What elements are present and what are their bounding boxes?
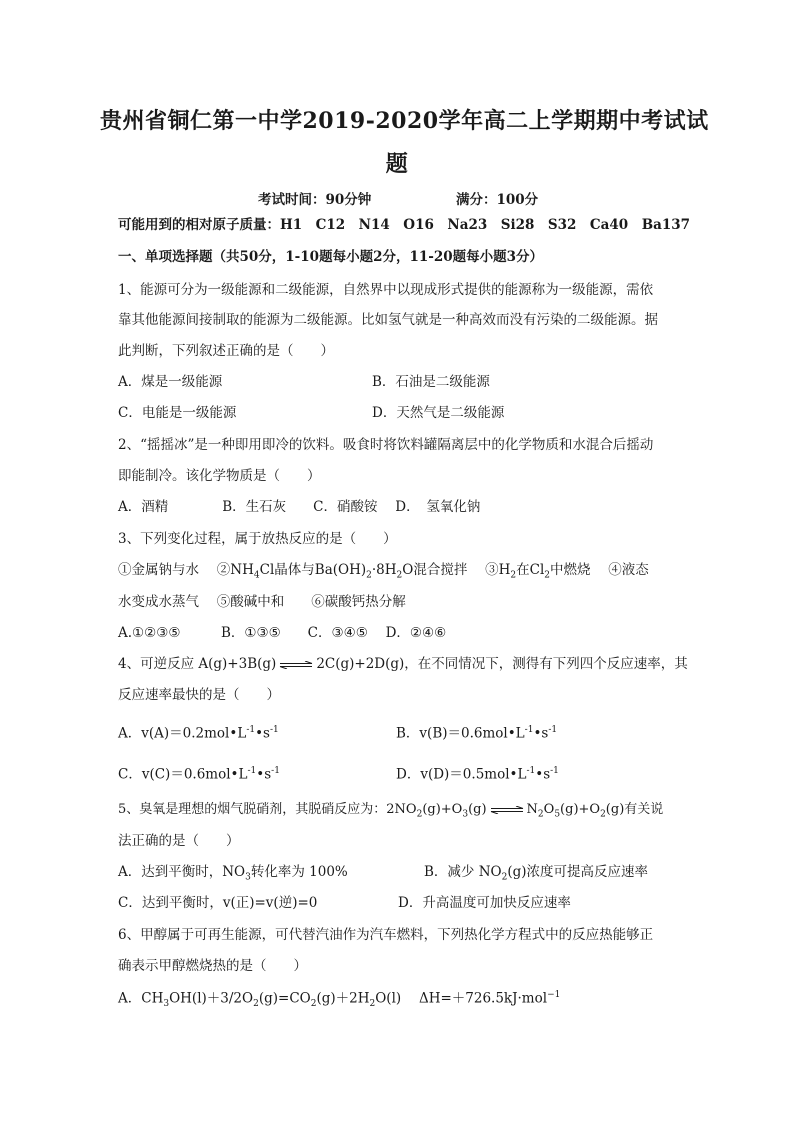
q2-stem-line2: 即能制冷。该化学物质是（ ） bbox=[118, 468, 321, 484]
q3-items-line1: ①金属钠与水 $②NH_4Cl$晶体与$Ba(OH)_2\cdot 8H_2O$混合搅拌 $③H_2$在$Cl_2$中燃烧 ④液态 bbox=[118, 562, 649, 581]
q3-options: A.①②③⑤ B．①③⑤ C．③④⑤ D．②④⑥ bbox=[118, 625, 447, 641]
q5-stem-line1: 5、臭氧是理想的烟气脱硝剂，其脱硝反应为：$2NO_2(g)+O_3(g)$ $N_2O_5(g)+O_2(g)$有关说 bbox=[118, 802, 664, 820]
q1-option-b: B．石油是二级能源 bbox=[372, 374, 490, 390]
equilibrium-arrow-icon bbox=[279, 661, 313, 669]
q6-stem-line1: 6、甲醇属于可再生能源，可代替汽油作为汽车燃料，下列热化学方程式中的反应热能够正 bbox=[118, 927, 654, 943]
full-score: 满分：100分 bbox=[456, 192, 539, 208]
q1-option-c: C．电能是一级能源 bbox=[118, 405, 237, 421]
atomic-masses: 可能用到的相对原子质量：H1 C12 N14 O16 Na23 Si28 S32 Ca40 Ba137 bbox=[118, 217, 691, 233]
q4-option-b: B．$v(B)=0.6mol•L^{-1}•s^{-1}$ bbox=[396, 725, 558, 742]
exam-time: 考试时间：90分钟 bbox=[258, 192, 372, 208]
q2-options: A．酒精 B．生石灰 C．硝酸铵 D． 氢氧化钠 bbox=[118, 499, 481, 515]
q3-stem: 3、下列变化过程，属于放热反应的是（ ） bbox=[118, 531, 397, 547]
section-heading: 一、单项选择题（共50分，1-10题每小题2分，11-20题每小题3分） bbox=[118, 249, 544, 265]
q1-option-d: D．天然气是二级能源 bbox=[372, 405, 505, 421]
q4-option-a: A．$v(A)=0.2mol•L^{-1}•s^{-1}$ bbox=[118, 725, 279, 742]
q1-stem-line1: 1、能源可分为一级能源和二级能源，自然界中以现成形式提供的能源称为一级能源，需依 bbox=[118, 282, 654, 298]
q5-option-c: C．达到平衡时，v(正)=v(逆)=0 bbox=[118, 895, 318, 911]
q4-option-d: D．$v(D)=0.5mol•L^{-1}•s^{-1}$ bbox=[396, 766, 559, 783]
q4-stem-line1: 4、可逆反应 A(g)+3B(g) 2C(g)+2D(g)，在不同情况下，测得有下列四个反应速率，其 bbox=[118, 656, 688, 672]
q3-items-line2: 水变成水蒸气 ⑤酸碱中和 ⑥碳酸钙热分解 bbox=[118, 594, 406, 610]
q6-stem-line2: 确表示甲醇燃烧热的是（ ） bbox=[118, 958, 307, 974]
q5-option-b: B．减少 $NO_2(g)$浓度可提高反应速率 bbox=[424, 864, 649, 883]
q1-stem-line2: 靠其他能源间接制取的能源为二级能源。比如氢气就是一种高效而没有污染的二级能源。据 bbox=[118, 312, 658, 328]
page-title-continued: 题 bbox=[385, 151, 409, 177]
q1-option-a: A．煤是一级能源 bbox=[118, 374, 223, 390]
q6-option-a: A．$CH_3OH(l)+3/2O_2(g)=CO_2(g)+2H_2O(l)$ ΔH=＋726.5kJ·mol$^{-1}$ bbox=[118, 990, 561, 1010]
q1-stem-line3: 此判断，下列叙述正确的是（ ） bbox=[118, 343, 334, 359]
q5-stem-line2: 法正确的是（ ） bbox=[118, 833, 240, 849]
q4-option-c: C．$v(C)=0.6mol•L^{-1}•s^{-1}$ bbox=[118, 766, 280, 783]
equilibrium-arrow-icon bbox=[490, 806, 524, 814]
page-title: 贵州省铜仁第一中学2019-2020学年高二上学期期中考试试 bbox=[100, 108, 709, 134]
q5-option-d: D．升高温度可加快反应速率 bbox=[398, 895, 571, 911]
q2-stem-line1: 2、“摇摇冰”是一种即用即冷的饮料。吸食时将饮料罐隔离层中的化学物质和水混合后摇动 bbox=[118, 437, 654, 453]
q4-stem-line2: 反应速率最快的是（ ） bbox=[118, 687, 280, 703]
q5-option-a: A．达到平衡时，$NO_3$转化率为 100% bbox=[118, 864, 348, 883]
